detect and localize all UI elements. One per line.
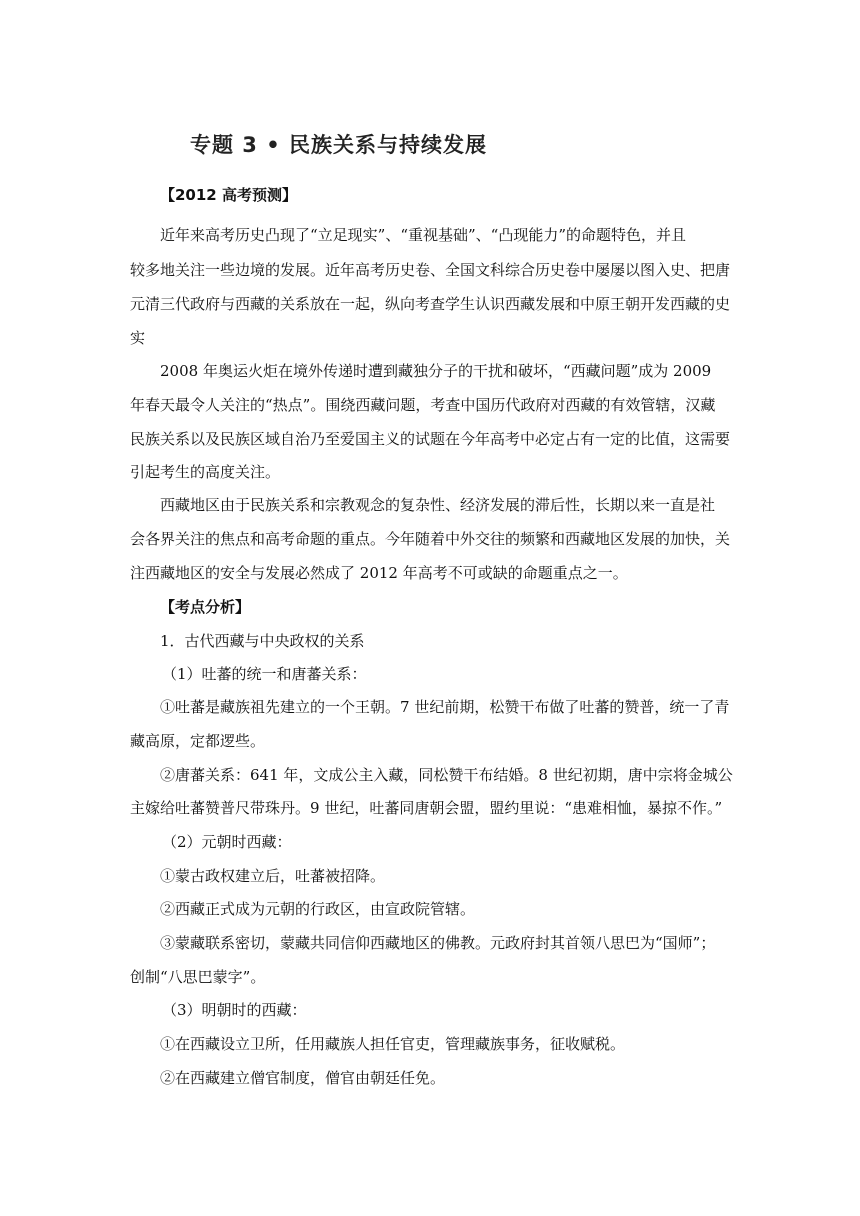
paragraph-line: 较多地关注一些边境的发展。近年高考历史卷、全国文科综合历史卷中屡屡以图入史、把唐 — [130, 261, 731, 279]
list-item: ②西藏正式成为元朝的行政区，由宣政院管辖。 — [160, 900, 476, 918]
section-heading: 【2012 高考预测】 — [160, 186, 297, 204]
list-item: ①在西藏设立卫所，任用藏族人担任官吏，管理藏族事务，征收赋税。 — [160, 1035, 626, 1053]
list-item: ②唐蕃关系：641 年，文成公主入藏，同松赞干布结婚。8 世纪初期，唐中宗将金城公 — [160, 766, 733, 784]
paragraph-line: 引起考生的高度关注。 — [130, 463, 281, 481]
paragraph-line: 注西藏地区的安全与发展必然成了 2012 年高考不可或缺的命题重点之一。 — [130, 564, 628, 582]
list-item: ③蒙藏联系密切，蒙藏共同信仰西藏地区的佛教。元政府封其首领八思巴为“国师”； — [160, 934, 716, 952]
list-item: ①蒙古政权建立后，吐蕃被招降。 — [160, 867, 386, 885]
paragraph-line: 年春天最令人关注的“热点”。围绕西藏问题，考查中国历代政府对西藏的有效管辖，汉藏 — [130, 396, 716, 414]
subheading: （1）吐蕃的统一和唐蕃关系： — [162, 665, 367, 683]
list-item-continuation: 藏高原，定都逻些。 — [130, 732, 266, 750]
paragraph-line: 西藏地区由于民族关系和宗教观念的复杂性、经济发展的滞后性，长期以来一直是社 — [160, 496, 716, 514]
subheading: （3）明朝时的西藏： — [162, 1001, 307, 1019]
paragraph-line: 2008 年奥运火炬在境外传递时遭到藏独分子的干扰和破坏，“西藏问题”成为 2009 — [160, 362, 712, 380]
paragraph-line: 民族关系以及民族区域自治乃至爱国主义的试题在今年高考中必定占有一定的比值，这需要 — [130, 430, 731, 448]
paragraph-line: 会各界关注的焦点和高考命题的重点。今年随着中外交往的频繁和西藏地区发展的加快，关 — [130, 530, 731, 548]
subheading: （2）元朝时西藏： — [162, 833, 292, 851]
paragraph-line: 元清三代政府与西藏的关系放在一起，纵向考查学生认识西藏发展和中原王朝开发西藏的史 — [130, 295, 731, 313]
paragraph-line: 近年来高考历史凸现了“立足现实”、“重视基础”、“凸现能力”的命题特色，并且 — [160, 226, 687, 244]
paragraph-line: 实 — [130, 329, 146, 347]
subheading: 1．古代西藏与中央政权的关系 — [160, 632, 365, 650]
list-item: ②在西藏建立僧官制度，僧官由朝廷任免。 — [160, 1069, 446, 1087]
section-heading: 【考点分析】 — [160, 598, 251, 616]
document-title: 专题 3 • 民族关系与持续发展 — [190, 133, 487, 157]
list-item-continuation: 主嫁给吐蕃赞普尺带珠丹。9 世纪，吐蕃同唐朝会盟，盟约里说：“患难相恤，暴掠不作。” — [130, 799, 723, 817]
list-item-continuation: 创制“八思巴蒙字”。 — [130, 968, 266, 986]
list-item: ①吐蕃是藏族祖先建立的一个王朝。7 世纪前期，松赞干布做了吐蕃的赞普，统一了青 — [160, 698, 730, 716]
